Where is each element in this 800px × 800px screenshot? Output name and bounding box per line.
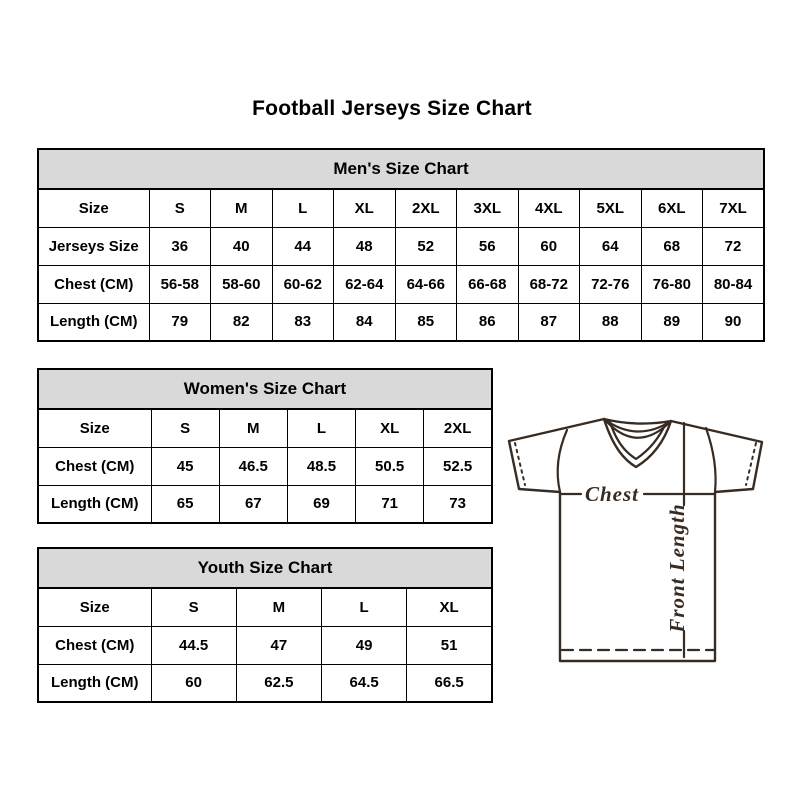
table-row bbox=[38, 485, 492, 523]
value-cell: 80-84 bbox=[703, 265, 765, 303]
row-header-cell: Chest (CM) bbox=[38, 265, 149, 303]
table-title: Men's Size Chart bbox=[38, 149, 764, 189]
row-header-cell: Chest (CM) bbox=[38, 626, 151, 664]
value-cell: 64 bbox=[580, 227, 642, 265]
value-cell: 45 bbox=[151, 447, 219, 485]
chest-label: Chest bbox=[584, 482, 640, 506]
value-cell: 60-62 bbox=[272, 265, 334, 303]
value-cell: 52.5 bbox=[424, 447, 492, 485]
value-cell: 36 bbox=[149, 227, 211, 265]
value-cell: L bbox=[272, 189, 334, 227]
value-cell: 46.5 bbox=[219, 447, 287, 485]
value-cell: 2XL bbox=[395, 189, 457, 227]
value-cell: XL bbox=[407, 588, 492, 626]
row-header-cell: Length (CM) bbox=[38, 664, 151, 702]
value-cell: 72-76 bbox=[580, 265, 642, 303]
value-cell: M bbox=[211, 189, 273, 227]
row-header-cell: Size bbox=[38, 409, 151, 447]
table-row bbox=[38, 265, 764, 303]
value-cell: 6XL bbox=[641, 189, 703, 227]
value-cell: XL bbox=[356, 409, 424, 447]
value-cell: 49 bbox=[322, 626, 407, 664]
value-cell: 48 bbox=[334, 227, 396, 265]
value-cell: L bbox=[287, 409, 355, 447]
value-cell: 5XL bbox=[580, 189, 642, 227]
table-row bbox=[38, 189, 764, 227]
value-cell: S bbox=[151, 588, 236, 626]
table-row bbox=[38, 664, 492, 702]
value-cell: 90 bbox=[703, 303, 765, 341]
value-cell: 67 bbox=[219, 485, 287, 523]
table-row bbox=[38, 447, 492, 485]
value-cell: 48.5 bbox=[287, 447, 355, 485]
value-cell: 64-66 bbox=[395, 265, 457, 303]
value-cell: 76-80 bbox=[641, 265, 703, 303]
value-cell: 52 bbox=[395, 227, 457, 265]
value-cell: 65 bbox=[151, 485, 219, 523]
table-header-row bbox=[38, 369, 492, 409]
value-cell: 40 bbox=[211, 227, 273, 265]
row-header-cell: Size bbox=[38, 588, 151, 626]
table-row bbox=[38, 227, 764, 265]
value-cell: 87 bbox=[518, 303, 580, 341]
value-cell: 4XL bbox=[518, 189, 580, 227]
table-title: Women's Size Chart bbox=[38, 369, 492, 409]
value-cell: 83 bbox=[272, 303, 334, 341]
value-cell: 60 bbox=[151, 664, 236, 702]
value-cell: 56-58 bbox=[149, 265, 211, 303]
value-cell: L bbox=[322, 588, 407, 626]
youth-size-chart-section bbox=[37, 547, 493, 703]
value-cell: 58-60 bbox=[211, 265, 273, 303]
value-cell: 44.5 bbox=[151, 626, 236, 664]
value-cell: 72 bbox=[703, 227, 765, 265]
table-header-row bbox=[38, 149, 764, 189]
value-cell: 88 bbox=[580, 303, 642, 341]
table-row bbox=[38, 626, 492, 664]
page-title: Football Jerseys Size Chart bbox=[252, 97, 532, 120]
womens-size-chart-section bbox=[37, 368, 493, 524]
table-header-row bbox=[38, 548, 492, 588]
value-cell: 84 bbox=[334, 303, 396, 341]
value-cell: XL bbox=[334, 189, 396, 227]
jersey-measurement-diagram bbox=[503, 412, 781, 666]
value-cell: 68 bbox=[641, 227, 703, 265]
row-header-cell: Jerseys Size bbox=[38, 227, 149, 265]
value-cell: S bbox=[149, 189, 211, 227]
value-cell: 2XL bbox=[424, 409, 492, 447]
mens-size-chart-table bbox=[37, 148, 765, 342]
value-cell: 51 bbox=[407, 626, 492, 664]
youth-size-chart-table bbox=[37, 547, 493, 703]
row-header-cell: Chest (CM) bbox=[38, 447, 151, 485]
value-cell: 71 bbox=[356, 485, 424, 523]
row-header-cell: Length (CM) bbox=[38, 485, 151, 523]
jersey-outline bbox=[509, 419, 762, 661]
front-length-label: Front Length bbox=[665, 503, 689, 633]
value-cell: 66-68 bbox=[457, 265, 519, 303]
value-cell: 89 bbox=[641, 303, 703, 341]
row-header-cell: Size bbox=[38, 189, 149, 227]
value-cell: 47 bbox=[236, 626, 321, 664]
value-cell: 69 bbox=[287, 485, 355, 523]
table-title: Youth Size Chart bbox=[38, 548, 492, 588]
value-cell: 86 bbox=[457, 303, 519, 341]
value-cell: 50.5 bbox=[356, 447, 424, 485]
value-cell: 56 bbox=[457, 227, 519, 265]
value-cell: 79 bbox=[149, 303, 211, 341]
value-cell: 62.5 bbox=[236, 664, 321, 702]
table-row bbox=[38, 409, 492, 447]
value-cell: 73 bbox=[424, 485, 492, 523]
value-cell: M bbox=[219, 409, 287, 447]
value-cell: 3XL bbox=[457, 189, 519, 227]
value-cell: 68-72 bbox=[518, 265, 580, 303]
table-row bbox=[38, 588, 492, 626]
value-cell: 66.5 bbox=[407, 664, 492, 702]
row-header-cell: Length (CM) bbox=[38, 303, 149, 341]
value-cell: 62-64 bbox=[334, 265, 396, 303]
table-row bbox=[38, 303, 764, 341]
value-cell: 82 bbox=[211, 303, 273, 341]
value-cell: 44 bbox=[272, 227, 334, 265]
value-cell: 60 bbox=[518, 227, 580, 265]
mens-size-chart-section bbox=[37, 148, 765, 342]
value-cell: M bbox=[236, 588, 321, 626]
value-cell: 85 bbox=[395, 303, 457, 341]
value-cell: 64.5 bbox=[322, 664, 407, 702]
womens-size-chart-table bbox=[37, 368, 493, 524]
value-cell: S bbox=[151, 409, 219, 447]
value-cell: 7XL bbox=[703, 189, 765, 227]
